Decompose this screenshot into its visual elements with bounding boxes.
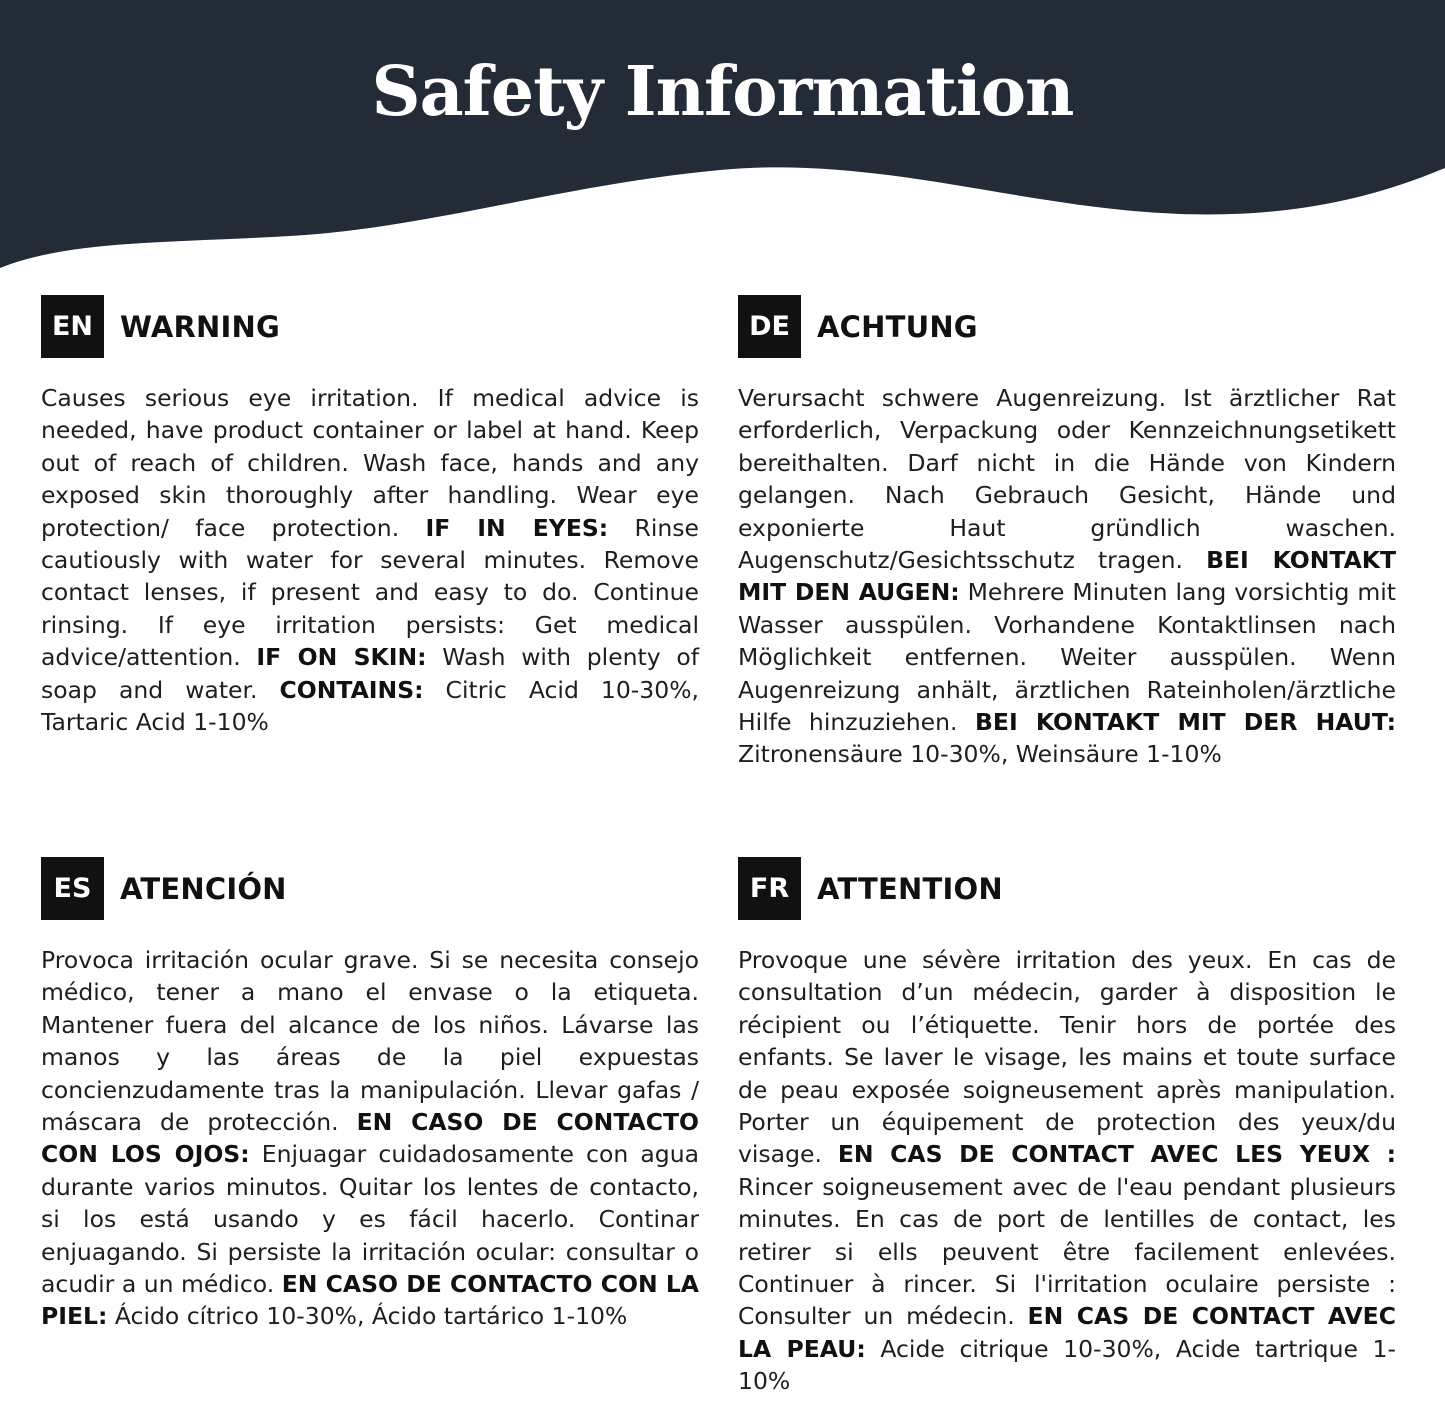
body-text: Rincer soigneusement avec de l'eau pendant plusieurs minutes. En cas de port de lentilles de contact, les retirer si ells peuvent être facilement enlevées. Continuer à rincer. Si l'irritation oculaire persiste : Consulter un médecin. (738, 1172, 1396, 1331)
language-badge: EN (41, 295, 104, 358)
body-text: Causes serious eye irritation. If medical advice is needed, have product container or label at hand. Keep out of reach of children. Wash face, hands and any exposed skin thoroughly after handling. Wear eye protection/ face protection. (41, 384, 699, 542)
section-body (738, 382, 1396, 771)
body-emphasis: IF ON SKIN: (256, 643, 427, 672)
body-text: Rinse cautiously with water for several minutes. Remove contact lenses, if present and easy to do. Continue rinsing. If eye irritation persists: Get medical advice/attention. (41, 513, 699, 672)
body-text: Verursacht schwere Augenreizung. Ist ärztlicher Rat erforderlich, Verpackung oder Kennzeichnungsetikett bereithalten. Darf nicht in die Hände von Kindern gelangen. Nach Gebrauch Gesicht, Hände und exponierte Haut gründlich waschen. Augenschutz/Gesichtsschutz tragen. (738, 384, 1396, 575)
body-text: Mehrere Minuten lang vorsichtig mit Wasser ausspülen. Vorhandene Kontaktlinsen nach Möglichkeit entfernen. Weiter ausspülen. Wenn Augenreizung anhält, ärztlichen Rateinholen/ärztliche Hilfe hinzuziehen. (738, 578, 1396, 737)
section-fr (738, 857, 1396, 1398)
body-text: Ácido cítrico 10-30%, Ácido tartárico 1-10% (107, 1302, 628, 1331)
body-emphasis: EN CAS DE CONTACT AVEC LA PEAU: (738, 1302, 1396, 1363)
section-header (41, 295, 699, 358)
page-title: Safety Information (371, 52, 1074, 132)
section-title: WARNING (120, 309, 280, 344)
body-text: Provoque une sévère irritation des yeux. En cas de consultation d’un médecin, garder à disposition le récipient ou l’étiquette. Tenir hors de portée des enfants. Se laver le visage, les mains et toute surface de peau exposée soigneusement après manipulation. Porter un équipement de protection des yeux/du visage. (738, 946, 1396, 1169)
body-text: Wash with plenty of soap and water. (41, 643, 699, 704)
section-header (738, 295, 1396, 358)
body-text: Citric Acid 10-30%, Tartaric Acid 1-10% (41, 675, 699, 737)
section-title: ATENCIÓN (120, 871, 287, 906)
body-text: Acide citrique 10-30%, Acide tartrique 1-10% (738, 1334, 1396, 1396)
section-header (41, 857, 699, 920)
section-body (41, 944, 699, 1333)
section-header (738, 857, 1396, 920)
body-text: Zitronensäure 10-30%, Weinsäure 1-10% (738, 740, 1222, 769)
language-badge: FR (738, 857, 801, 920)
section-body (41, 382, 699, 738)
language-badge: ES (41, 857, 104, 920)
section-en (41, 295, 699, 738)
section-title: ATTENTION (817, 871, 1003, 906)
body-emphasis: EN CASO DE CONTACTO CON LOS OJOS: (41, 1108, 699, 1169)
body-emphasis: BEI KONTAKT MIT DER HAUT: (974, 708, 1396, 737)
header-banner (0, 0, 1445, 280)
section-es (41, 857, 699, 1333)
body-emphasis: BEI KONTAKT MIT DEN AUGEN: (738, 546, 1396, 607)
section-title: ACHTUNG (817, 309, 978, 344)
language-badge: DE (738, 295, 801, 358)
header-wave-shape (0, 0, 1445, 268)
body-emphasis: CONTAINS: (279, 675, 424, 704)
section-de (738, 295, 1396, 771)
body-emphasis: EN CAS DE CONTACT AVEC LES YEUX : (837, 1140, 1396, 1169)
body-text: Enjuagar cuidadosamente con agua durante varios minutos. Quitar los lentes de contacto, si los está usando y es fácil hacerlo. Continar enjuagando. Si persiste la irritación ocular: consultar o acudir a un médico. (41, 1140, 699, 1299)
body-text: Provoca irritación ocular grave. Si se necesita consejo médico, tener a mano el envase o la etiqueta. Mantener fuera del alcance de los niños. Lávarse las manos y las áreas de la piel expuestas concienzudamente tras la manipulación. Llevar gafas / máscara de protección. (41, 946, 699, 1137)
body-emphasis: EN CASO DE CONTACTO CON LA PIEL: (41, 1270, 699, 1331)
section-body (738, 944, 1396, 1398)
body-emphasis: IF IN EYES: (425, 513, 609, 542)
